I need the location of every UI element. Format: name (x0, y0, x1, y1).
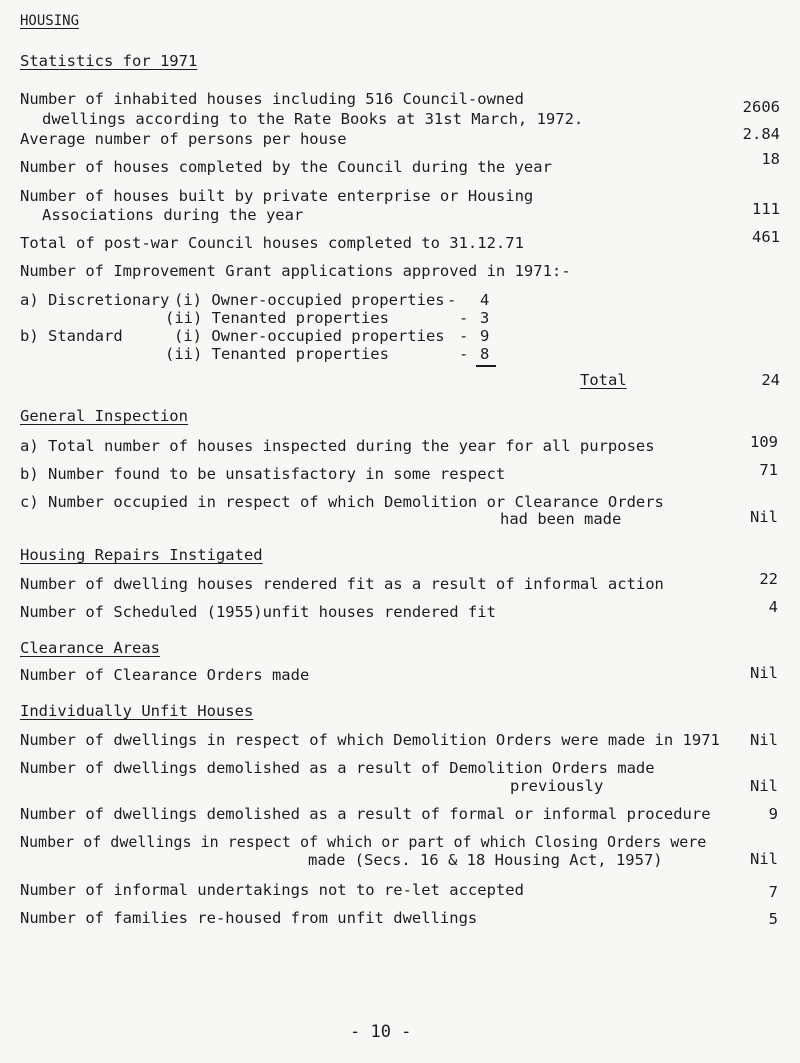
postwar-label: Total of post-war Council houses completed to 31.12.71 (20, 234, 524, 252)
unfit-closing-line-1: Number of dwellings in respect of which or part of which Closing Orders were (20, 833, 707, 851)
grant-a-ii-label: (ii) Tenanted properties (165, 309, 389, 327)
unfit-rehoused-label: Number of families re-housed from unfit dwellings (20, 909, 478, 927)
general-a-label: a) Total number of houses inspected during the year for all purposes (20, 437, 655, 455)
section-title: HOUSING (20, 13, 80, 29)
avg-persons-value: 2.84 (742, 125, 780, 143)
unfit-heading: Individually Unfit Houses (20, 702, 254, 720)
repairs-scheduled-value: 4 (768, 598, 778, 616)
grant-b-i-label: (i) Owner-occupied properties (174, 327, 445, 345)
completed-council-value: 18 (761, 150, 780, 168)
unfit-rehoused-value: 5 (768, 910, 778, 928)
clearance-heading: Clearance Areas (20, 639, 160, 657)
clearance-orders-value: Nil (750, 664, 778, 682)
grant-sum-rule (476, 365, 496, 367)
unfit-demolition-orders-label: Number of dwellings in respect of which Demolition Orders were made in 1971 (20, 731, 720, 749)
grant-b-i-dash: - (459, 327, 469, 345)
unfit-demolished-prev-line-2: previously (510, 777, 604, 795)
repairs-informal-label: Number of dwelling houses rendered fit as a result of informal action (20, 575, 664, 593)
postwar-value: 461 (752, 228, 780, 246)
private-line-1: Number of houses built by private enterprise or Housing (20, 187, 534, 205)
unfit-demolished-formal-value: 9 (768, 805, 778, 823)
unfit-demolition-orders-value: Nil (750, 731, 778, 749)
improvement-label: Number of Improvement Grant applications approved in 1971:- (20, 262, 571, 280)
grant-b-ii-value: 8 (480, 345, 490, 363)
unfit-demolished-prev-line-1: Number of dwellings demolished as a result of Demolition Orders made (20, 759, 655, 777)
inhabited-line-2: dwellings according to the Rate Books at 31st March, 1972. (42, 110, 584, 128)
avg-persons-label: Average number of persons per house (20, 130, 347, 148)
grant-total-value: 24 (761, 371, 780, 389)
unfit-closing-line-2: made (Secs. 16 & 18 Housing Act, 1957) (308, 851, 663, 869)
statistics-subtitle: Statistics for 1971 (20, 52, 198, 70)
grant-b-i-value: 9 (480, 327, 490, 345)
unfit-closing-value: Nil (750, 850, 778, 868)
general-c-line-2: had been made (500, 510, 622, 528)
grant-discretionary-label: a) Discretionary (20, 291, 170, 309)
private-line-2: Associations during the year (42, 206, 304, 224)
repairs-informal-value: 22 (759, 570, 778, 588)
repairs-scheduled-label: Number of Scheduled (1955)unfit houses rendered fit (20, 603, 496, 621)
general-c-line-1: c) Number occupied in respect of which Demolition or Clearance Orders (20, 493, 664, 511)
unfit-demolished-prev-value: Nil (750, 777, 778, 795)
repairs-heading: Housing Repairs Instigated (20, 546, 263, 564)
unfit-undertakings-value: 7 (768, 883, 778, 901)
unfit-demolished-formal-label: Number of dwellings demolished as a result of formal or informal procedure (20, 805, 711, 823)
grant-a-i-label: (i) Owner-occupied properties (174, 291, 445, 309)
inhabited-value: 2606 (742, 98, 780, 116)
grant-standard-label: b) Standard (20, 327, 123, 345)
private-value: 111 (752, 200, 780, 218)
unfit-undertakings-label: Number of informal undertakings not to re-let accepted (20, 881, 524, 899)
grant-a-ii-dash: - (459, 309, 469, 327)
grant-a-i-dash: - (447, 291, 457, 309)
clearance-orders-label: Number of Clearance Orders made (20, 666, 310, 684)
completed-council-label: Number of houses completed by the Council during the year (20, 158, 552, 176)
grant-b-ii-dash: - (459, 345, 469, 363)
grant-b-ii-label: (ii) Tenanted properties (165, 345, 389, 363)
inhabited-line-1: Number of inhabited houses including 516 Council-owned (20, 90, 524, 108)
general-c-value: Nil (750, 508, 778, 526)
grant-total-label: Total (580, 371, 627, 389)
grant-a-i-value: 4 (480, 291, 490, 309)
general-a-value: 109 (750, 433, 778, 451)
grant-a-ii-value: 3 (480, 309, 490, 327)
general-b-label: b) Number found to be unsatisfactory in some respect (20, 465, 506, 483)
general-b-value: 71 (759, 461, 778, 479)
page-number: - 10 - (350, 1022, 412, 1042)
general-inspection-heading: General Inspection (20, 407, 188, 425)
